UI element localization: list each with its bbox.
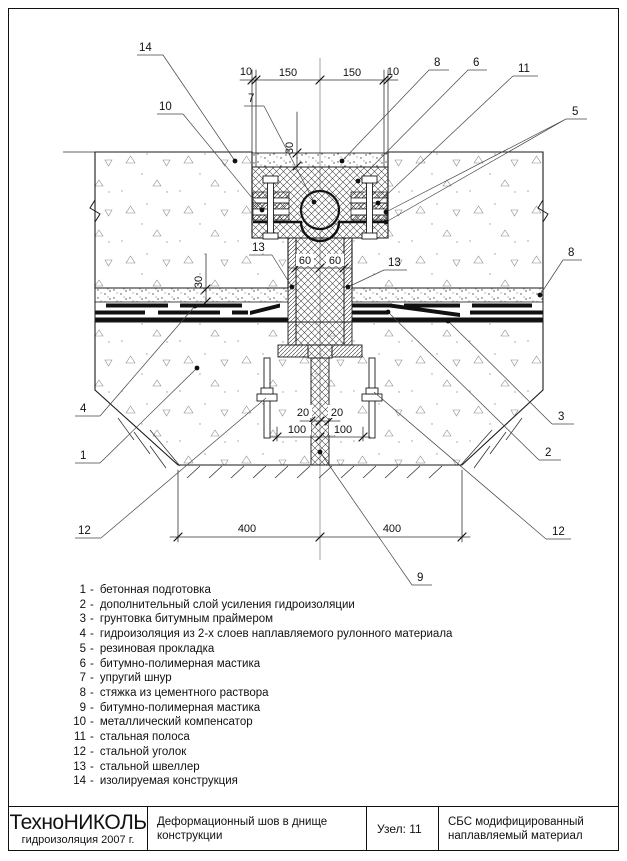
elastic-cord-fill (301, 191, 339, 229)
legend-item-number: 5 (79, 642, 86, 655)
legend-item (60, 612, 452, 627)
legend-item-text: стальной швеллер (99, 760, 200, 773)
legend-item (60, 774, 452, 789)
callout-label: 12 (552, 526, 565, 538)
legend-item-number: 3 (79, 613, 86, 626)
legend-item-text: гидроизоляция из 2-х слоев наплавляемого рулонного материала (99, 628, 453, 641)
legend-item-separator: - (90, 613, 94, 626)
callout-label: 2 (545, 447, 552, 459)
legend-item-number: 4 (79, 628, 86, 641)
legend-item-separator: - (90, 731, 94, 744)
dim-label: 30 (284, 141, 296, 155)
callout-label: 8 (434, 57, 441, 69)
title-block-material-cell (438, 807, 618, 850)
legend-item (60, 642, 452, 657)
dim-label: 10 (386, 66, 400, 78)
screed-band-right (352, 288, 543, 302)
node-number: Узел: 11 (377, 821, 422, 836)
legend-item-text: бетонная подготовка (99, 584, 211, 596)
legend-item (60, 657, 452, 672)
legend-item-text: стальной уголок (99, 745, 187, 758)
title-block-node-cell (366, 807, 438, 850)
legend-item-separator: - (90, 701, 94, 714)
title-block-title-cell (147, 807, 366, 850)
dim-label: 400 (237, 523, 257, 535)
legend-item-number: 6 (79, 657, 86, 670)
legend-item (60, 598, 452, 613)
callout-label: 4 (80, 403, 87, 415)
legend-item-separator: - (90, 642, 94, 655)
legend-item (60, 701, 452, 716)
dim-label: 150 (342, 67, 362, 79)
screed-band-left (95, 288, 288, 302)
legend-item-text: грунтовка битумным праймером (99, 613, 274, 626)
dim-label: 100 (333, 424, 353, 436)
callout-label: 6 (473, 57, 480, 69)
legend-item-separator: - (90, 584, 94, 596)
legend-item-separator: - (90, 657, 94, 670)
dim-label: 20 (330, 407, 344, 419)
legend-item-text: металлический компенсатор (99, 716, 253, 729)
callout-label: 14 (139, 42, 152, 54)
joint-stem-foot (308, 345, 332, 358)
legend-item-separator: - (90, 716, 94, 729)
legend-item (60, 745, 452, 760)
legend-item-separator: - (90, 672, 94, 685)
legend-item-text: стяжка из цементного раствора (99, 687, 269, 700)
legend-item-number: 14 (73, 775, 86, 788)
callout-label: 3 (558, 411, 565, 423)
legend-item-number: 1 (79, 584, 86, 596)
legend-item-separator: - (90, 598, 94, 611)
callout-label: 1 (80, 450, 87, 462)
callout-label: 7 (248, 93, 255, 105)
dim-label: 20 (296, 407, 310, 419)
legend (60, 583, 452, 789)
legend-item-text: битумно-полимерная мастика (99, 701, 261, 714)
legend-item-number: 10 (73, 716, 86, 729)
callout-label: 8 (568, 247, 575, 259)
brand-subtitle: гидроизоляция 2007 г. (21, 833, 135, 846)
legend-item-number: 2 (79, 598, 86, 611)
legend-item (60, 730, 452, 745)
dim-label: 60 (328, 255, 342, 267)
legend-item-number: 13 (73, 760, 86, 773)
joint-tail-mastic (311, 358, 329, 465)
legend-item-text: упругий шнур (99, 672, 172, 685)
title-block-brand-cell (9, 807, 147, 850)
legend-item-separator: - (90, 760, 94, 773)
legend-item-number: 9 (79, 701, 86, 714)
legend-item-text: резиновая прокладка (99, 642, 215, 655)
callout-label: 13 (252, 242, 265, 254)
legend-item-text: стальная полоса (99, 731, 190, 744)
legend-item-number: 7 (79, 672, 86, 685)
callout-label: 9 (417, 572, 424, 584)
legend-item-separator: - (90, 745, 94, 758)
legend-item-number: 12 (73, 745, 86, 758)
drawing-title-line1: Деформационный шов в днище (157, 815, 328, 828)
legend-item-number: 8 (79, 687, 86, 700)
dim-label: 150 (278, 67, 298, 79)
callout-label: 13 (388, 257, 401, 269)
material-line1: СБС модифицированный (448, 815, 584, 828)
callout-label: 12 (78, 525, 91, 537)
dim-label: 10 (239, 66, 253, 78)
legend-item (60, 583, 452, 598)
legend-item-separator: - (90, 775, 94, 788)
dim-label: 60 (298, 255, 312, 267)
callout-label: 11 (518, 63, 530, 75)
legend-item-text: битумно-полимерная мастика (99, 657, 261, 670)
dim-label: 100 (287, 424, 307, 436)
legend-item (60, 671, 452, 686)
legend-item (60, 627, 452, 642)
brand-logo: ТехноНИКОЛЬ (9, 810, 147, 834)
legend-item (60, 715, 452, 730)
title-block (8, 806, 619, 851)
recess-screed-cap (252, 153, 388, 167)
callout-label: 10 (159, 101, 172, 113)
legend-item-number: 11 (74, 731, 86, 744)
legend-item-separator: - (90, 687, 94, 700)
material-line2: наплавляемый материал (448, 829, 583, 842)
legend-item (60, 760, 452, 775)
callout-label: 5 (572, 106, 579, 118)
dim-label: 400 (382, 523, 402, 535)
legend-item (60, 686, 452, 701)
dim-label: 30 (193, 275, 205, 289)
legend-item-text: дополнительный слой усиления гидроизоляции (99, 598, 355, 611)
drawing-title-line2: конструкции (157, 829, 223, 842)
legend-item-text: изолируемая конструкция (99, 775, 238, 788)
legend-item-separator: - (90, 628, 94, 641)
